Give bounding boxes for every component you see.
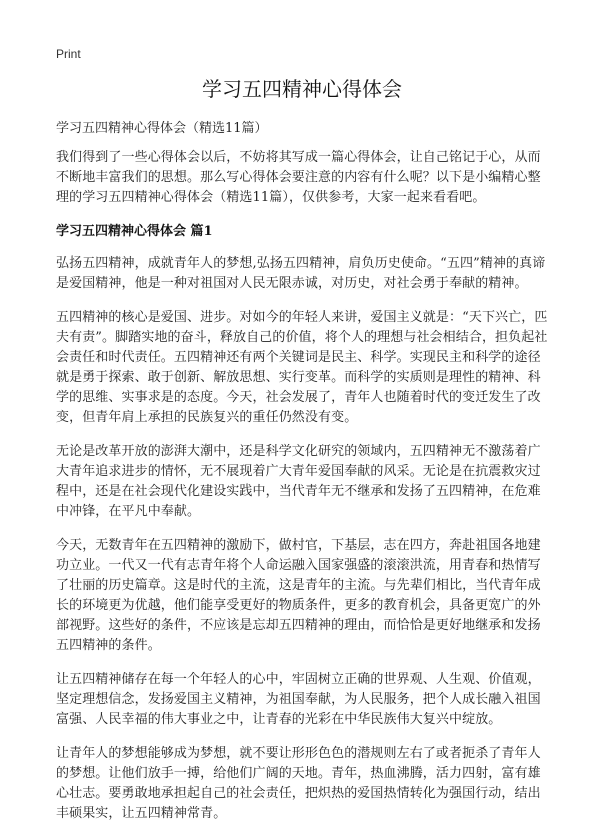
article-body	[56, 148, 548, 828]
body-paragraph: 弘扬五四精神，成就青年人的梦想,弘扬五四精神，肩负历史使命。“五四”精神的真谛是爱国精神，他是一种对祖国对人民无限赤诚，对历史，对社会勇于奉献的精神。	[56, 256, 546, 291]
intro-paragraph: 我们得到了一些心得体会以后，不妨将其写成一篇心得体会，让自己铭记于心，从而不断地丰富我们的思想。那么写心得体会要注意的内容有什么呢？以下是小编精心整理的学习五四精神心得体会（精选11篇），仅供参考，大家一起来看看吧。	[56, 150, 541, 205]
document-subtitle: 学习五四精神心得体会（精选11篇）	[56, 121, 268, 136]
section-heading: 学习五四精神心得体会 篇1	[56, 224, 213, 239]
body-paragraph: 让五四精神储存在每一个年轻人的心中，牢固树立正确的世界观、人生观、价值观，坚定理想信念，发扬爱国主义精神，为祖国奉献，为人民服务，把个人成长融入祖国富强、人民幸福的伟大事业之中，让青春的光彩在中华民族伟大复兴中绽放。	[56, 672, 541, 727]
print-link[interactable]: Print	[56, 47, 81, 61]
document-page	[56, 0, 548, 828]
body-paragraph: 让青年人的梦想能够成为梦想，就不要让形形色色的潜规则左右了或者扼杀了青年人的梦想。让他们放手一搏，给他们广阔的天地。青年，热血沸腾，活力四射，富有雄心壮志。要勇敢地承担起自己的社会责任，把炽热的爱国热情转化为强国行动，结出丰硕果实，让五四精神常青。	[56, 746, 541, 821]
body-paragraph: 今天，无数青年在五四精神的激励下，做村官，下基层，志在四方，奔赴祖国各地建功立业。一代又一代有志青年将个人命运融入国家强盛的滚滚洪流，用青春和热情写了壮丽的历史篇章。这是时代的主流，这是青年的主流。与先辈们相比，当代青年成长的环境更为优越，他们能享受更好的物质条件，更多的教育机会，具备更宽广的外部视野。这些好的条件，不应该是忘却五四精神的理由，而恰恰是更好地继承和发扬五四精神的条件。	[56, 538, 541, 653]
body-paragraph: 无论是改革开放的澎湃大潮中，还是科学文化研究的领域内，五四精神无不激荡着广大青年追求进步的情怀，无不展现着广大青年爱国奉献的风采。无论是在抗震救灾过程中，还是在社会现代化建设实践中，当代青年无不继承和发扬了五四精神，在危难中冲锋，在平凡中奉献。	[56, 444, 541, 519]
body-paragraph: 五四精神的核心是爱国、进步。对如今的年轻人来讲，爱国主义就是：“天下兴亡，匹夫有责”。脚踏实地的奋斗，释放自己的价值，将个人的理想与社会相结合，担负起社会责任和时代责任。五四精神还有两个关键词是民主、科学。实现民主和科学的途径就是勇于探索、敢于创新、解放思想、实行变革。而科学的实质则是理性的精神、科学的思维、实事求是的态度。今天，社会发展了，青年人也随着时代的变迁发生了改变，但青年肩上承担的民族复兴的重任仍然没有变。	[56, 310, 548, 425]
page-title: 学习五四精神心得体会	[202, 77, 402, 101]
